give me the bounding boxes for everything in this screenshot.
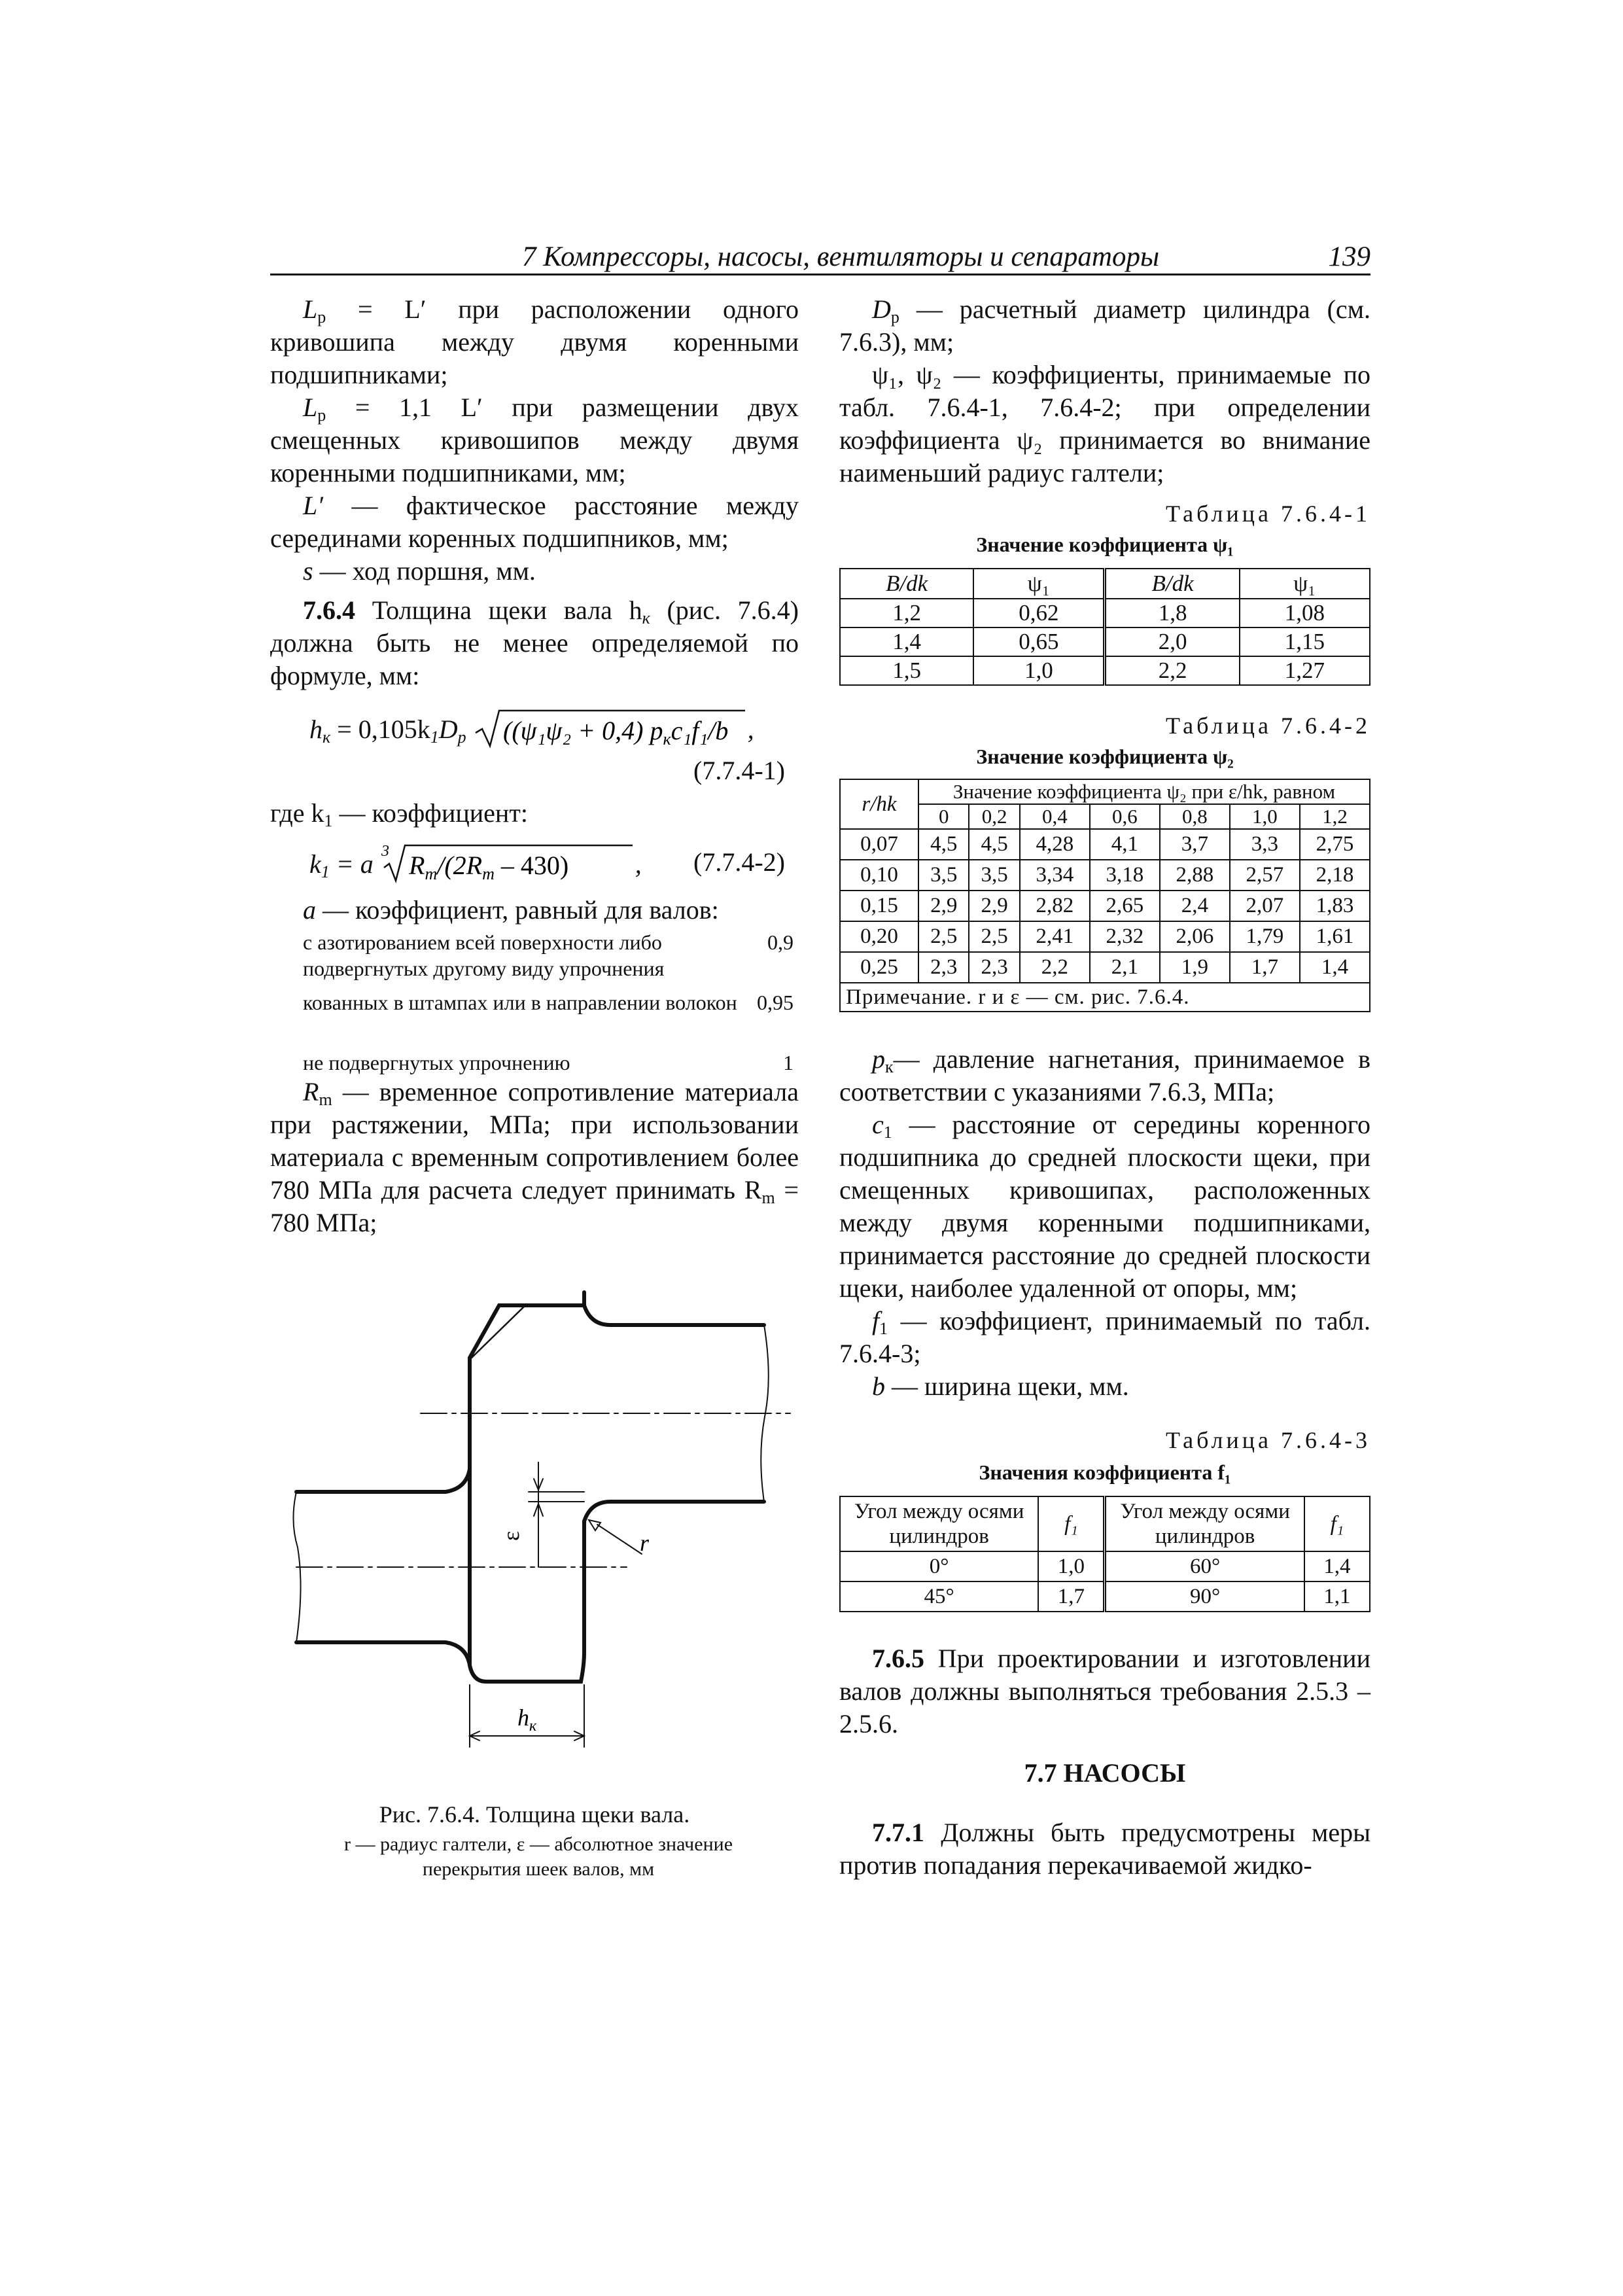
coef-item: с азотированием всей поверхности либо подвергнутых другому виду упрочнения 0,9 [303,930,794,980]
table-header: 0,2 [969,804,1019,829]
table-row: 0,10 3,5 3,5 3,34 3,18 2,88 2,57 2,18 [840,860,1370,891]
table-header: 1,0 [1230,804,1300,829]
table-f1 [839,1496,1370,1612]
label-r: r [640,1530,650,1556]
where-k1: где $k_1$ — коэффициент: [270,798,528,830]
table-row: 0,25 2,3 2,3 2,2 2,1 1,9 1,7 1,4 [840,952,1370,983]
table-header: 1,2 [1300,804,1370,829]
def-s: s — ход поршня, мм. [303,556,536,586]
table-header: Значение коэффициента ψ₂ при ε/hk, равном [918,779,1370,804]
table2-label: Таблица 7.6.4-2 [1166,713,1370,739]
table-header: 0,4 [1020,804,1090,829]
page-number: 139 [1328,241,1370,272]
table-row: 1,4 0,65 2,0 1,15 [840,627,1370,656]
table-header: 0,8 [1160,804,1230,829]
table-row: 0,15 2,9 2,9 2,82 2,65 2,4 2,07 1,83 [840,891,1370,921]
table-header: ψ₁ [973,569,1105,599]
figure-caption: Рис. 7.6.4. Толщина щеки вала. [379,1801,690,1828]
sqrt-expression [473,708,748,750]
table-header: f₁ [1304,1496,1370,1551]
figure-caption-2: r — радиус галтели, ε — абсолютное значение перекрытия шеек валов, мм [343,1833,733,1880]
formula-1: $h_к = 0,105k_1D_р$ ((ψ₁ψ₂ + 0,4) $p_кc_1f_1/b$ , [309,708,754,750]
table-header: Угол между осями цилиндров [840,1496,1038,1551]
cbrt-expression [380,843,635,885]
paragraph-7-6-5: 7.6.5 При проектировании и изготовлении валов должны выполняться требования 2.5.3 – 2.5.6. [839,1644,1370,1739]
svg-text:3: 3 [381,843,389,860]
table-header: B/dk [840,569,973,599]
def-psi: ψ₁, ψ₂ — коэффициенты, принимаемые по табл. 7.6.4-1, 7.6.4-2; при определении коэффициента ψ₂ принимается во внимание наименьший радиус галтели; [839,360,1370,487]
formula-2-number: (7.7.4-2) [693,847,785,877]
def-c1: $c_1$ — расстояние от середины коренного подшипника до средней плоскости щеки, при смещенных кривошипах, расположенных между двумя коренными подшипниками, принимается расстояние до средней плоскости щеки, наиболее удаленной от опоры, мм; [839,1110,1370,1303]
def-lp2: $L_р = 1,1$ L′ при размещении двух смещенных кривошипов между двумя коренными подшипниками, мм; [270,393,799,487]
formula-1-number: (7.7.4-1) [693,756,785,785]
table-row: 0° 1,0 60° 1,4 [840,1551,1370,1581]
table-row: 1,5 1,0 2,2 1,27 [840,656,1370,685]
figure-crankshaft-web [270,1260,800,1783]
right-column-mid [839,1043,1370,1403]
formula-2: $k_1 = a$ 3 $R_m/(2R_m - 430)$ , [309,843,642,883]
table-row: 0,20 2,5 2,5 2,41 2,32 2,06 1,79 1,61 [840,921,1370,952]
paragraph-7-7-1: 7.7.1 Должны быть предусмотрены меры против попадания перекачиваемой жидко- [839,1818,1370,1880]
running-title: 7 Компрессоры, насосы, вентиляторы и сепараторы [522,241,1160,272]
table-header: r/hk [840,779,918,829]
page-header [270,239,1370,275]
svg-text:Rm/(2Rm – 430): $R_m/(2R_m - 430)$ [408,851,568,883]
def-lp1: $L_р = L'$ при расположении одного кривошипа между двумя коренными подшипниками; [270,294,799,389]
coef-item: кованных в штампах или в направлении волокон 0,95 [303,991,794,1014]
table3-label: Таблица 7.6.4-3 [1166,1427,1370,1453]
table-psi1 [839,568,1370,686]
label-hk: $h_к$ [517,1704,537,1735]
paragraph-7-6-4: 7.6.4 Толщина щеки вала $h_к$ (рис. 7.6.4) должна быть не менее определяемой по формуле, мм: [270,595,799,690]
section-title: 7.7 НАСОСЫ [1024,1758,1186,1788]
svg-text:((ψ₁ψ₂ + 0,4) pкc₁f₁/b: ((ψ₁ψ₂ + 0,4) $p_кc_1f_1/b$ [502,716,729,749]
table-header: 0 [918,804,969,829]
table-row: 0,07 4,5 4,5 4,28 4,1 3,7 3,3 2,75 [840,829,1370,860]
table-header: ψ₁ [1240,569,1370,599]
label-epsilon: ε [498,1530,524,1541]
table-psi2 [839,779,1370,1012]
def-dp: $D_р$ — расчетный диаметр цилиндра (см. 7.6.3), мм; [839,294,1371,357]
table-header: 0,6 [1090,804,1160,829]
def-pk: $p_к—$ давление нагнетания, принимаемое в соответствии с указаниями 7.6.3, МПа; [839,1044,1370,1106]
left-column-top [270,293,799,588]
def-f1: $f_1$ — коэффициент, принимаемый по табл. 7.6.4-3; [839,1306,1370,1368]
table1-label: Таблица 7.6.4-1 [1166,501,1370,527]
def-l: L′ — фактическое расстояние между серединами коренных подшипников, мм; [270,491,799,553]
coef-item: не подвергнутых упрочнению 1 [303,1051,794,1074]
def-rm: $R_m$ — временное сопротивление материала при растяжении, МПа; при использовании материала с временным сопротивлением более 780 МПа для расчета следует принимать $R_m = 780$ МПа; [270,1077,799,1237]
table-header: B/dk [1105,569,1240,599]
def-a: a — коэффициент, равный для валов: [303,895,719,925]
table-note: Примечание. r и ε — см. рис. 7.6.4. [840,983,1370,1012]
table2-title: Значение коэффициента ψ₂ [976,745,1234,768]
table-header: Угол между осями цилиндров [1105,1496,1304,1551]
table1-title: Значение коэффициента ψ₁ [976,533,1234,556]
right-column-top [839,293,1370,489]
table-row: 1,2 0,62 1,8 1,08 [840,599,1370,627]
table3-title: Значения коэффициента f₁ [979,1460,1231,1484]
table-header: f₁ [1038,1496,1105,1551]
def-b: b — ширина щеки, мм. [872,1371,1129,1401]
table-row: 45° 1,7 90° 1,1 [840,1581,1370,1612]
